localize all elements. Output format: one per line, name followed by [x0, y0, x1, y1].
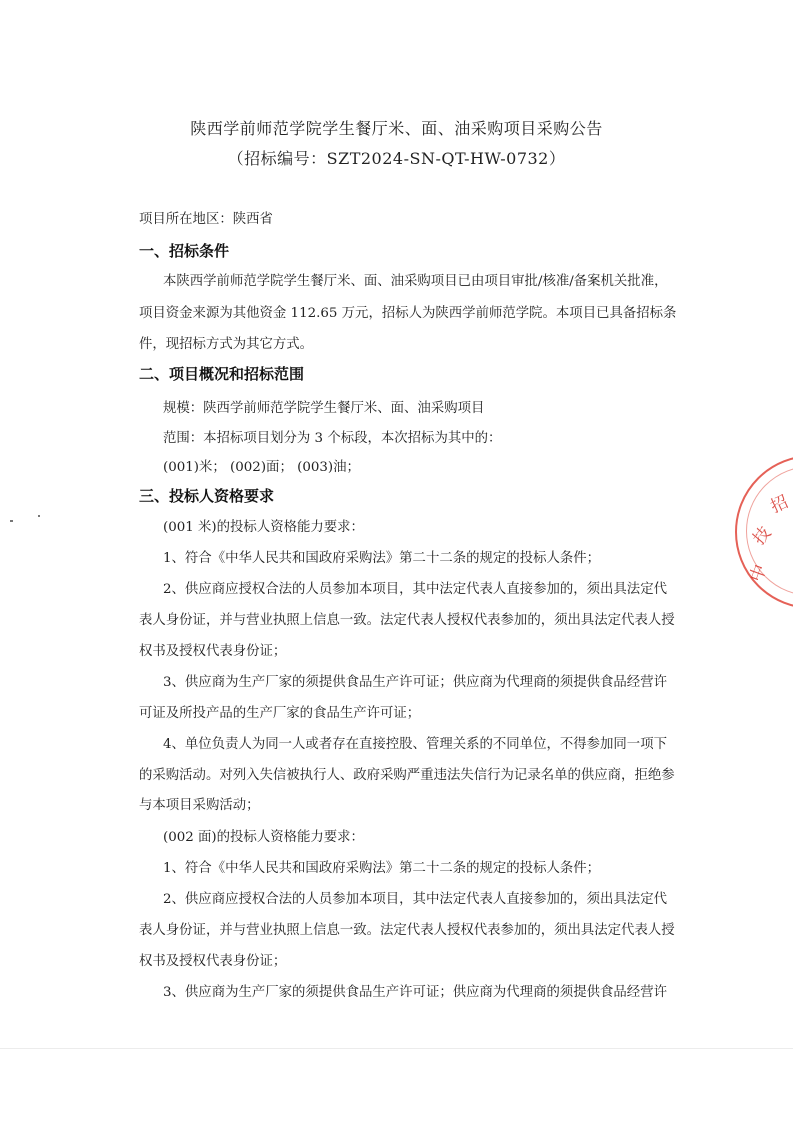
- scan-speck: [10, 520, 13, 522]
- paragraph-line: 件，现招标方式为其它方式。: [139, 337, 314, 352]
- seal-char: 技: [749, 523, 776, 550]
- section-heading-1: 一、招标条件: [139, 242, 230, 260]
- section-heading-3: 三、投标人资格要求: [139, 487, 275, 505]
- lot-requirements-intro: (002 面)的投标人资格能力要求：: [163, 830, 364, 845]
- paragraph-line: 3、供应商为生产厂家的须提供食品生产许可证；供应商为代理商的须提供食品经营许: [163, 675, 667, 690]
- paragraph-line: 2、供应商应授权合法的人员参加本项目，其中法定代表人直接参加的，须出具法定代: [163, 582, 667, 597]
- project-range: 范围：本招标项目划分为 3 个标段，本次招标为其中的：: [163, 431, 502, 446]
- paragraph-line: 权书及授权代表身份证；: [139, 954, 287, 969]
- lot-requirements-intro: (001 米)的投标人资格能力要求：: [163, 520, 364, 535]
- paragraph-line: 表人身份证，并与营业执照上信息一致。法定代表人授权代表参加的，须出具法定代表人授: [139, 613, 675, 628]
- paragraph-line: 项目资金来源为其他资金 112.65 万元，招标人为陕西学前师范学院。本项目已具备招标条: [139, 306, 677, 321]
- project-scale: 规模：陕西学前师范学院学生餐厅米、面、油采购项目: [163, 401, 485, 416]
- paragraph-line: 与本项目采购活动；: [139, 798, 260, 813]
- paragraph-line: 3、供应商为生产厂家的须提供食品生产许可证；供应商为代理商的须提供食品经营许: [163, 985, 667, 1000]
- document-title: 陕西学前师范学院学生餐厅米、面、油采购项目采购公告: [190, 119, 603, 138]
- project-region: 项目所在地区：陕西省: [139, 212, 273, 227]
- paragraph-line: 本陕西学前师范学院学生餐厅米、面、油采购项目已由项目审批/核准/备案机关批准，: [163, 274, 668, 289]
- paragraph-line: 可证及所投产品的生产厂家的食品生产许可证；: [139, 706, 421, 721]
- tender-number: （招标编号：SZT2024-SN-QT-HW-0732）: [227, 149, 566, 168]
- paragraph-line: 表人身份证，并与营业执照上信息一致。法定代表人授权代表参加的，须出具法定代表人授: [139, 923, 675, 938]
- paragraph-line: 1、符合《中华人民共和国政府采购法》第二十二条的规定的投标人条件；: [163, 551, 601, 566]
- paragraph-line: 权书及授权代表身份证；: [139, 644, 287, 659]
- paragraph-line: 1、符合《中华人民共和国政府采购法》第二十二条的规定的投标人条件；: [163, 861, 601, 876]
- scan-speck: [38, 515, 40, 517]
- seal-char: 招: [767, 492, 792, 518]
- paragraph-line: 4、单位负责人为同一人或者存在直接控股、管理关系的不同单位，不得参加同一项下: [163, 737, 667, 752]
- paragraph-line: 的采购活动。对列入失信被执行人、政府采购严重违法失信行为记录名单的供应商，拒绝参: [139, 768, 675, 783]
- project-lots: (001)米； (002)面； (003)油；: [163, 460, 360, 475]
- paragraph-line: 2、供应商应授权合法的人员参加本项目，其中法定代表人直接参加的，须出具法定代: [163, 892, 667, 907]
- footer-rule: [0, 1048, 793, 1049]
- seal-char: 中: [746, 561, 772, 585]
- section-heading-2: 二、项目概况和招标范围: [139, 365, 305, 383]
